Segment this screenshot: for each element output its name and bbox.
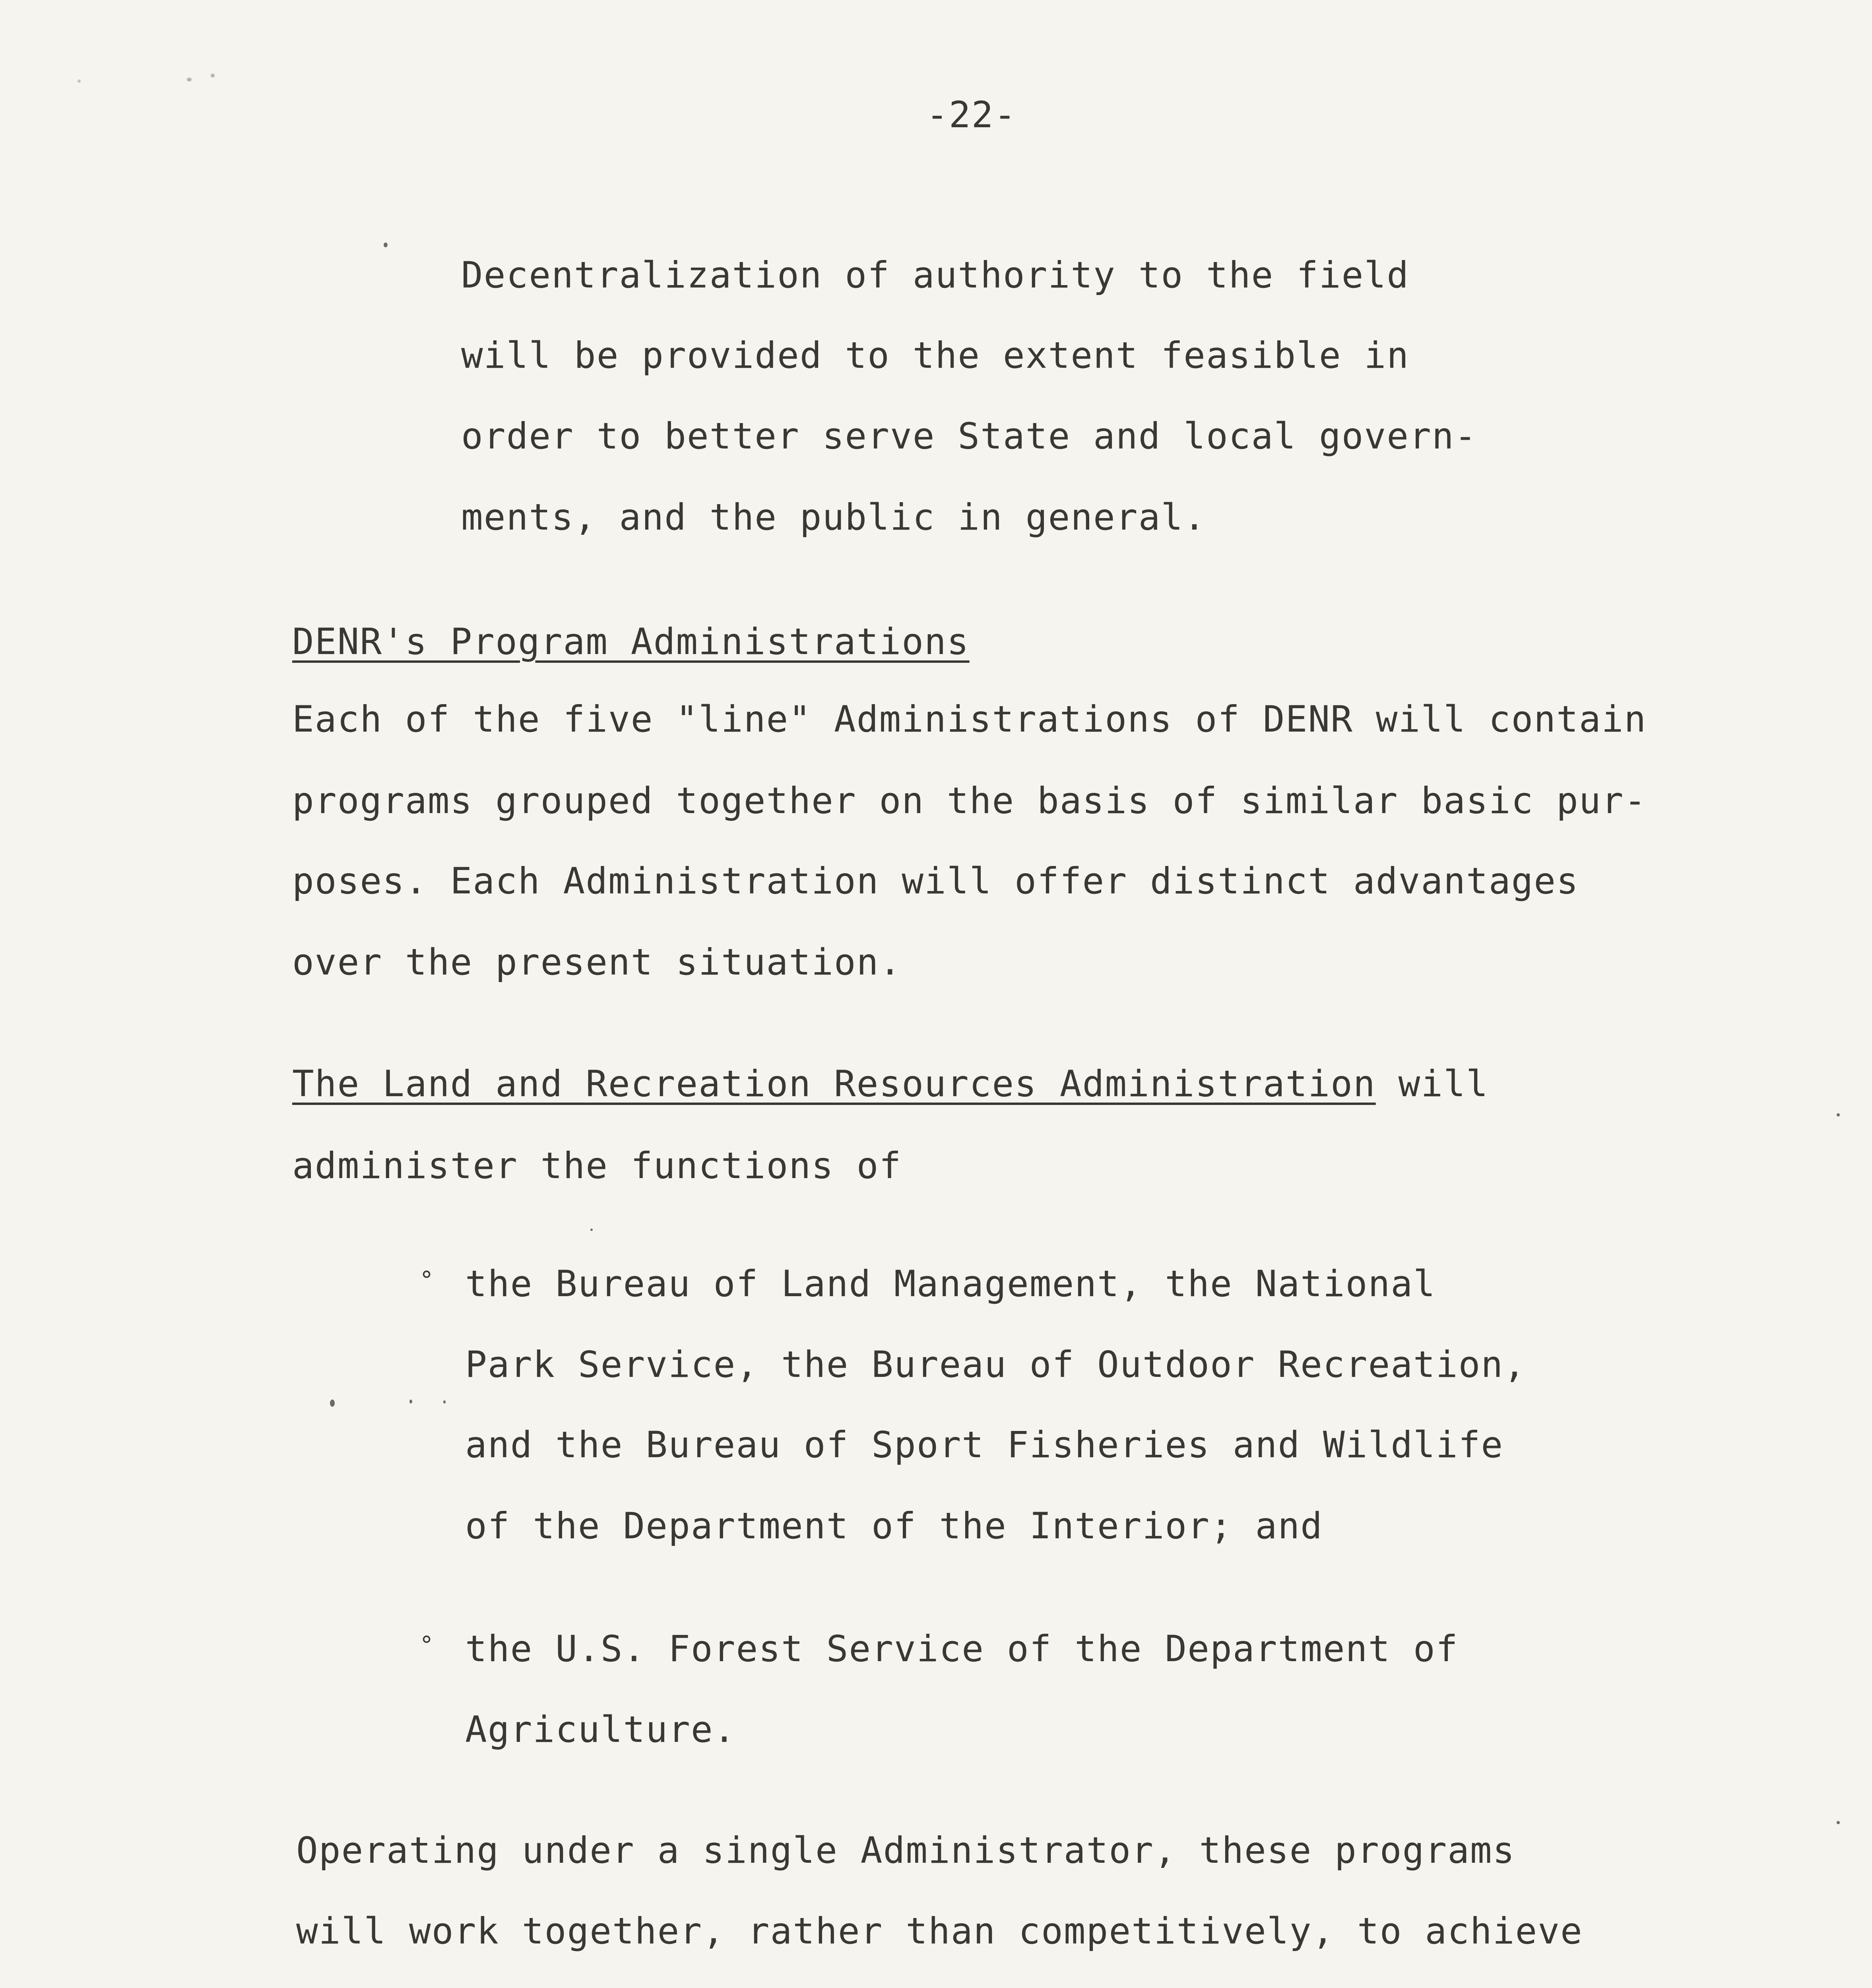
scan-speck bbox=[443, 1400, 446, 1404]
section1-line-4: over the present situation. bbox=[292, 942, 902, 983]
section1-line-3: poses. Each Administration will offer distinct advantages bbox=[292, 860, 1579, 902]
intro-line-3: order to better serve State and local govern- bbox=[461, 415, 1477, 457]
closing-line-2: will work together, rather than competitively, to achieve bbox=[296, 1910, 1583, 1952]
section-heading-program-administrations: DENR's Program Administrations bbox=[292, 621, 970, 663]
scan-speck bbox=[330, 1400, 335, 1407]
section2-heading-line bbox=[292, 1062, 1489, 1106]
bullet1-line-4: of the Department of the Interior; and bbox=[465, 1505, 1323, 1547]
page-number: -22- bbox=[926, 94, 1017, 136]
scan-speck bbox=[590, 1229, 593, 1231]
bullet1-line-2: Park Service, the Bureau of Outdoor Recreation, bbox=[465, 1344, 1526, 1386]
section2-heading-tail: will bbox=[1375, 1063, 1489, 1105]
bullet-marker-1: ° bbox=[419, 1266, 435, 1294]
scan-speck bbox=[1837, 1821, 1840, 1824]
intro-line-2: will be provided to the extent feasible in bbox=[461, 335, 1410, 377]
scan-speck bbox=[384, 243, 388, 247]
closing-line-1: Operating under a single Administrator, these programs bbox=[296, 1830, 1515, 1872]
section1-line-2: programs grouped together on the basis of similar basic pur- bbox=[292, 780, 1647, 822]
intro-line-4: ments, and the public in general. bbox=[461, 497, 1206, 538]
section-heading-land-recreation: The Land and Recreation Resources Administration bbox=[292, 1063, 1376, 1105]
bullet1-line-3: and the Bureau of Sport Fisheries and Wildlife bbox=[465, 1424, 1504, 1466]
scan-speck bbox=[409, 1400, 412, 1404]
bullet1-line-1: the Bureau of Land Management, the National bbox=[465, 1263, 1436, 1305]
scan-speck bbox=[1837, 1113, 1840, 1116]
scan-speck bbox=[187, 78, 192, 82]
scan-speck bbox=[78, 80, 81, 83]
bullet2-line-1: the U.S. Forest Service of the Department of bbox=[465, 1628, 1459, 1670]
intro-line-1: Decentralization of authority to the field bbox=[461, 254, 1410, 296]
scan-speck bbox=[211, 74, 215, 78]
bullet2-line-2: Agriculture. bbox=[465, 1709, 736, 1751]
section2-line-2: administer the functions of bbox=[292, 1145, 902, 1187]
bullet-marker-2: ° bbox=[419, 1631, 435, 1659]
section1-line-1: Each of the five "line" Administrations of DENR will contain bbox=[292, 699, 1647, 740]
